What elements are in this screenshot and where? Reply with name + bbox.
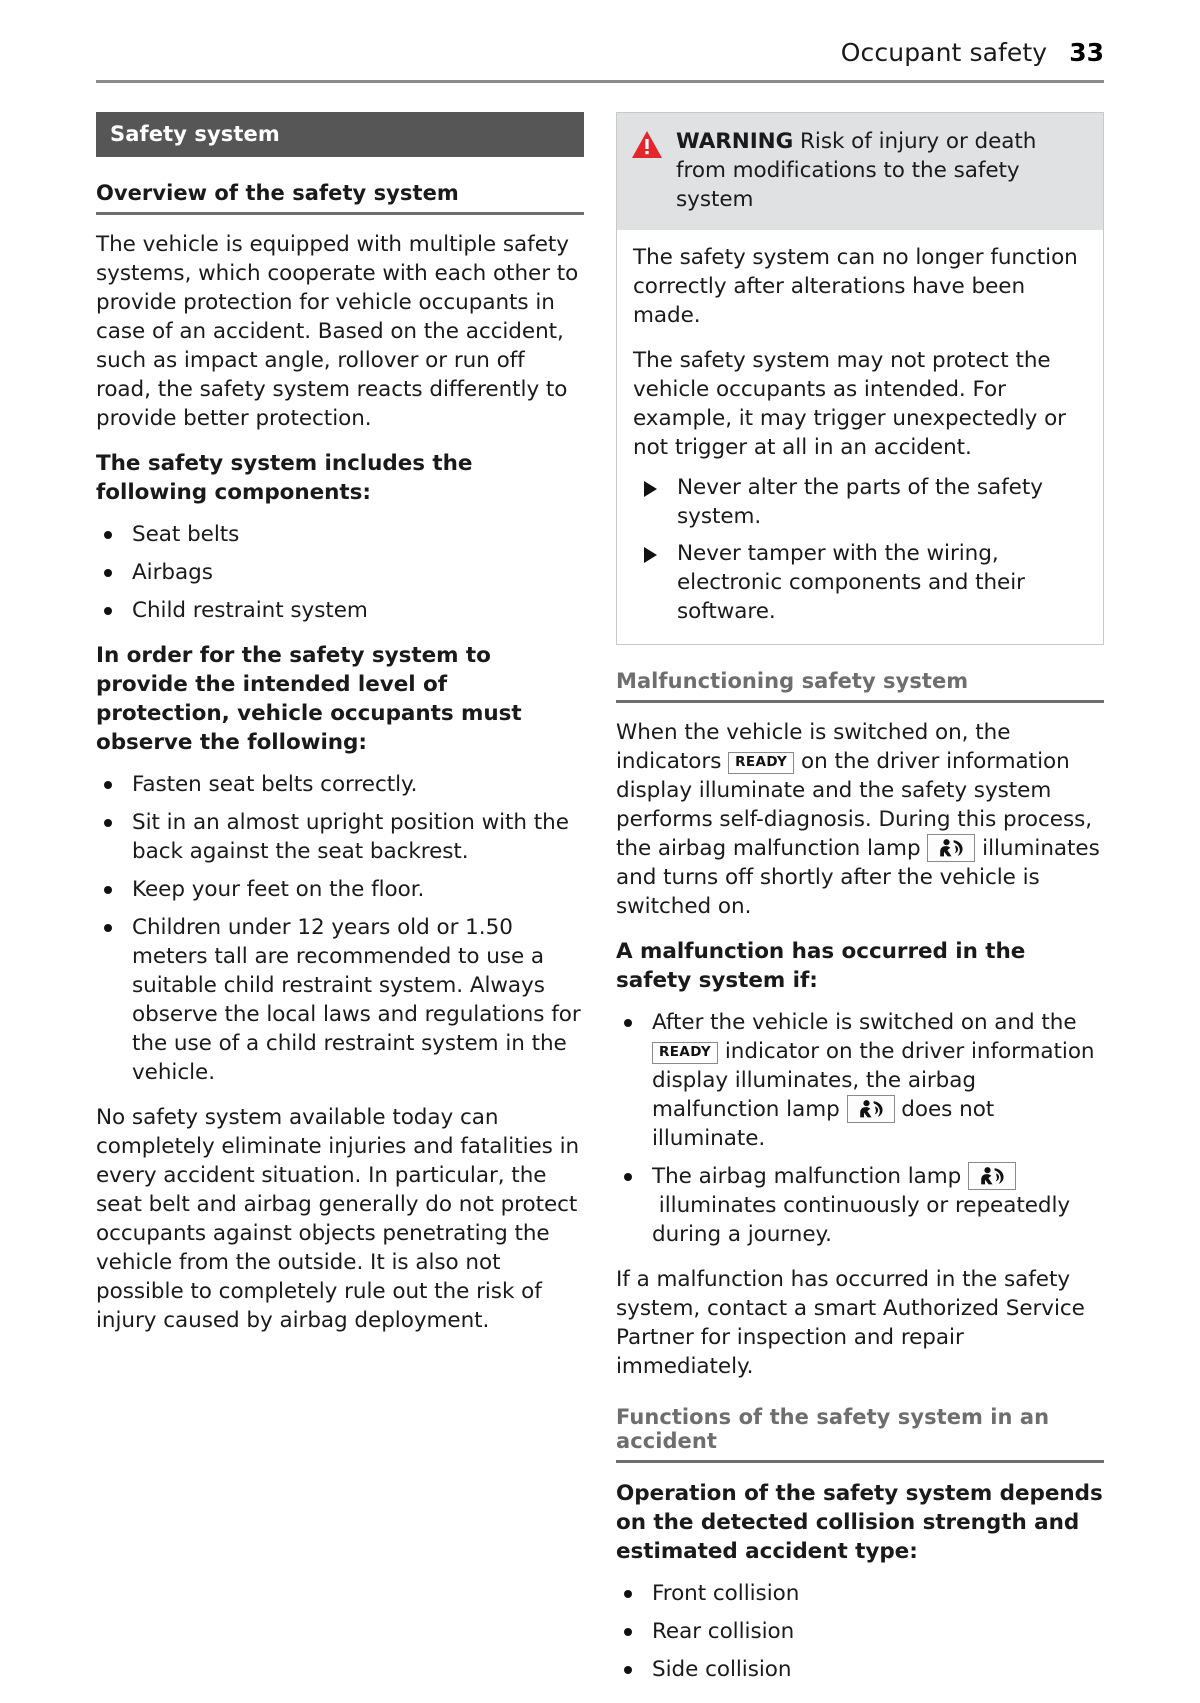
malfunction-item-part1: After the vehicle is switched on and the bbox=[652, 1010, 1077, 1035]
bullet-dot-icon bbox=[624, 1590, 632, 1598]
list-item bbox=[616, 1617, 1104, 1646]
list-item-label: Never tamper with the wiring, electronic components and their software. bbox=[677, 541, 1025, 624]
list-item-label: Side collision bbox=[652, 1657, 792, 1682]
list-components bbox=[96, 520, 584, 625]
bullet-dot-icon bbox=[624, 1628, 632, 1636]
list-malfunction-conditions bbox=[616, 1008, 1104, 1249]
bullet-dot-icon bbox=[104, 924, 112, 932]
bullet-dot-icon bbox=[104, 531, 112, 539]
right-column bbox=[616, 112, 1104, 1684]
heading-operation: Operation of the safety system depends on the detected collision strength and estimated accident type: bbox=[616, 1481, 1103, 1564]
bullet-dot-icon bbox=[624, 1666, 632, 1674]
list-item-label: Front collision bbox=[652, 1581, 800, 1606]
list-collision-types bbox=[616, 1579, 1104, 1684]
malfunction-item-part3: does not illuminate. bbox=[652, 1097, 995, 1151]
warning-actions bbox=[633, 473, 1087, 626]
list-item-label: Fasten seat belts correctly. bbox=[132, 772, 418, 797]
malfunction-intro-part3: illuminates and turns off shortly after the vehicle is switched on. bbox=[616, 836, 1100, 919]
ready-indicator-badge: READY bbox=[728, 752, 794, 774]
paragraph-intro: The vehicle is equipped with multiple safety systems, which cooperate with each other to provide protection for vehicle occupants in case of an accident. Based on the accident, such as impact angle, rollover or run off road, the safety system reacts differently to provide better protection. bbox=[96, 232, 579, 431]
list-item bbox=[633, 539, 1087, 626]
triangle-bullet-icon bbox=[644, 481, 657, 497]
heading-malfunction-list: A malfunction has occurred in the safety system if: bbox=[616, 939, 1026, 993]
list-item bbox=[96, 808, 584, 866]
bullet-dot-icon bbox=[104, 607, 112, 615]
list-item bbox=[616, 1008, 1104, 1153]
page-header-title: Occupant safety bbox=[840, 38, 1048, 67]
triangle-bullet-icon bbox=[644, 547, 657, 563]
malfunction-intro-part1: When the vehicle is switched on, the indicators bbox=[616, 720, 1011, 774]
heading-components: The safety system includes the following components: bbox=[96, 451, 473, 505]
bullet-dot-icon bbox=[104, 819, 112, 827]
heading-observe: In order for the safety system to provide the intended level of protection, vehicle occupants must observe the following: bbox=[96, 643, 522, 755]
list-item bbox=[96, 520, 584, 549]
list-item bbox=[96, 875, 584, 904]
heading-malfunctioning-safety-system: Malfunctioning safety system bbox=[616, 669, 1104, 703]
list-item-label: Airbags bbox=[132, 560, 213, 585]
list-item-label: Never alter the parts of the safety system. bbox=[677, 475, 1043, 529]
warning-body bbox=[617, 230, 1103, 644]
malfunction-intro-part2: on the driver information display illuminate and the safety system performs self-diagnosis. During this process, the airbag malfunction lamp bbox=[616, 749, 1093, 861]
warning-header bbox=[617, 113, 1103, 230]
warning-triangle-icon bbox=[631, 130, 663, 159]
section-banner-safety-system: Safety system bbox=[96, 112, 584, 157]
heading-overview: Overview of the safety system bbox=[96, 181, 584, 215]
left-column bbox=[96, 112, 584, 1335]
warning-box bbox=[616, 112, 1104, 645]
list-item bbox=[633, 473, 1087, 531]
list-item-label: Child restraint system bbox=[132, 598, 368, 623]
bullet-dot-icon bbox=[624, 1019, 632, 1027]
warning-title: Risk of injury or death from modifications to the safety system bbox=[676, 129, 1037, 212]
paragraph-malfunction-intro bbox=[616, 718, 1104, 921]
warning-paragraph: The safety system can no longer function correctly after alterations have been made. bbox=[633, 245, 1078, 328]
list-item bbox=[96, 913, 584, 1087]
bullet-dot-icon bbox=[104, 886, 112, 894]
heading-functions-in-accident: Functions of the safety system in an accident bbox=[616, 1405, 1104, 1463]
page-header bbox=[96, 38, 1104, 67]
malfunction-item-part1: The airbag malfunction lamp bbox=[652, 1164, 962, 1189]
warning-paragraph: The safety system may not protect the vehicle occupants as intended. For example, it may trigger unexpectedly or not trigger at all in an accident. bbox=[633, 348, 1066, 460]
list-item-label: Sit in an almost upright position with the back against the seat backrest. bbox=[132, 810, 569, 864]
airbag-malfunction-lamp-icon bbox=[847, 1095, 895, 1123]
airbag-malfunction-lamp-icon bbox=[968, 1162, 1016, 1190]
list-observe bbox=[96, 770, 584, 1087]
list-item-label: Keep your feet on the floor. bbox=[132, 877, 425, 902]
list-item-label: Rear collision bbox=[652, 1619, 795, 1644]
malfunction-item-part2: indicator on the driver information display illuminates, the airbag malfunction lamp bbox=[652, 1039, 1095, 1122]
list-item-label: Seat belts bbox=[132, 522, 240, 547]
warning-label: WARNING bbox=[676, 129, 794, 154]
page-number: 33 bbox=[1069, 38, 1104, 67]
list-item bbox=[616, 1162, 1104, 1249]
airbag-malfunction-lamp-icon bbox=[927, 834, 975, 862]
ready-indicator-badge: READY bbox=[652, 1042, 718, 1064]
list-item bbox=[96, 558, 584, 587]
list-item bbox=[96, 770, 584, 799]
list-item bbox=[616, 1655, 1104, 1684]
content-columns bbox=[96, 112, 1104, 1684]
warning-header-text bbox=[676, 127, 1087, 214]
list-item bbox=[616, 1579, 1104, 1608]
paragraph-closing: No safety system available today can completely eliminate injuries and fatalities in every accident situation. In particular, the seat belt and airbag generally do not protect occupants against objects penetrating the vehicle from the outside. It is also not possible to completely rule out the risk of injury caused by airbag deployment. bbox=[96, 1105, 580, 1333]
list-item-label: Children under 12 years old or 1.50 meters tall are recommended to use a suitable child restraint system. Always observe the local laws and regulations for the use of a child restraint system in the vehicle. bbox=[132, 915, 581, 1085]
paragraph-malfunction-closing: If a malfunction has occurred in the safety system, contact a smart Authorized Service Partner for inspection and repair immediately. bbox=[616, 1267, 1085, 1379]
header-divider bbox=[96, 80, 1104, 83]
bullet-dot-icon bbox=[104, 781, 112, 789]
list-item bbox=[96, 596, 584, 625]
bullet-dot-icon bbox=[104, 569, 112, 577]
bullet-dot-icon bbox=[624, 1173, 632, 1181]
malfunction-item-part2: illuminates continuously or repeatedly during a journey. bbox=[652, 1193, 1071, 1247]
